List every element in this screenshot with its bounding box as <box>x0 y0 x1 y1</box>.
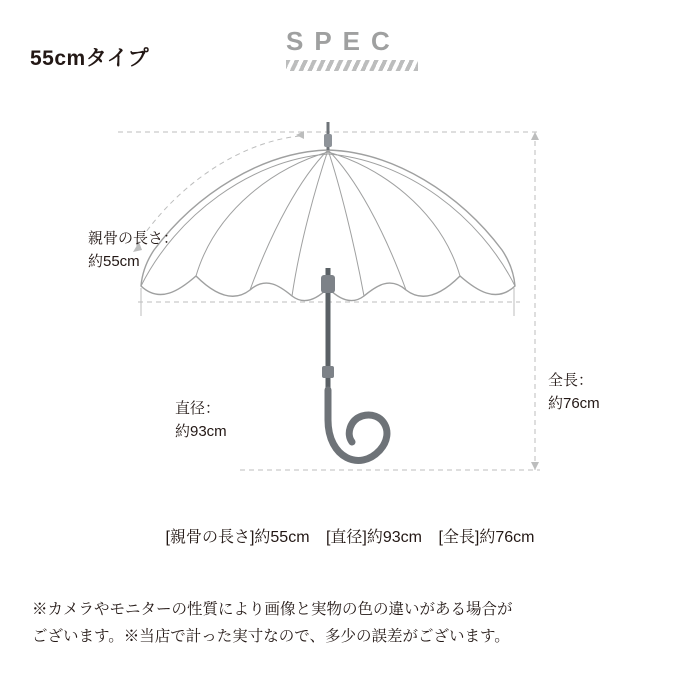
label-total-length-title: 全長： <box>548 372 594 389</box>
stripe-decoration <box>286 60 418 71</box>
label-rib-length-value: 約55cm <box>88 252 140 270</box>
label-diameter-title: 直径： <box>175 400 221 417</box>
shaft-runner <box>321 275 335 293</box>
page-title: 55cmタイプ <box>30 47 150 70</box>
spec-heading: SPEC <box>286 26 401 56</box>
label-total-length-value: 約76cm <box>548 394 600 412</box>
summary-rib: [親骨の長さ]約55cm <box>165 529 310 546</box>
label-rib-length <box>88 228 178 273</box>
label-diameter-value: 約93cm <box>175 422 227 440</box>
disclaimer-line-1: ※カメラやモニターの性質により画像と実物の色の違いがある場合が <box>32 601 513 618</box>
label-diameter <box>175 398 227 443</box>
disclaimer-notes <box>32 596 672 650</box>
umbrella-handle <box>328 390 387 460</box>
arrow-total-bottom <box>531 462 539 470</box>
summary-total: [全長]約76cm <box>438 529 535 546</box>
summary-diameter: [直径]約93cm <box>325 529 423 546</box>
disclaimer-line-2: ございます。※当店で計った実寸なので、多少の誤差がございます。 <box>32 628 510 646</box>
umbrella-illustration <box>0 90 700 500</box>
tip-collar <box>324 134 332 147</box>
label-total-length <box>548 370 600 415</box>
umbrella-spec-diagram <box>0 90 700 500</box>
label-rib-length-title: 親骨の長さ： <box>88 230 179 247</box>
shaft-collar <box>322 366 334 378</box>
arrow-total-top <box>531 132 539 140</box>
spec-summary <box>0 524 700 547</box>
